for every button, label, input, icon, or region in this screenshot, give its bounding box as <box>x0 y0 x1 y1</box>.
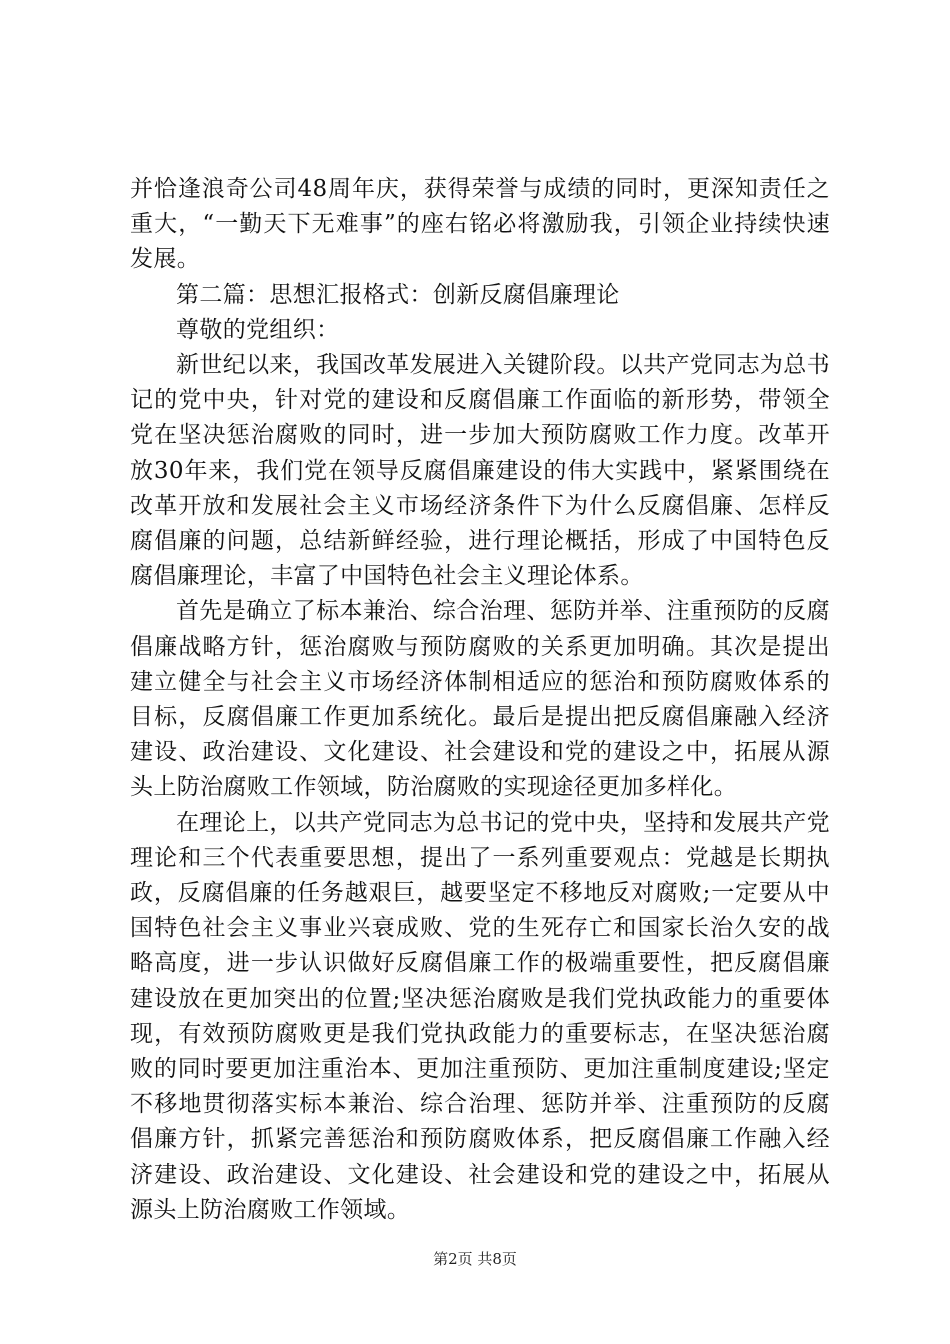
section-heading: 第二篇：思想汇报格式：创新反腐倡廉理论 <box>176 281 620 308</box>
paragraph-continuation: 并恰逢浪奇公司48周年庆，获得荣誉与成绩的同时，更深知责任之重大，“一勤天下无难事”的座右铭必将激励我，引领企业持续快速发展。 <box>130 176 830 273</box>
document-body <box>130 172 830 1228</box>
page-footer: 第2页 共8页 <box>433 1250 517 1268</box>
paragraph-intro: 新世纪以来，我国改革发展进入关键阶段。以共产党同志为总书记的党中央，针对党的建设和反腐倡廉工作面临的新形势，带领全党在坚决惩治腐败的同时，进一步加大预防腐败工作力度。改革开放30年来，我们党在领导反腐倡廉建设的伟大实践中，紧紧围绕在改革开放和发展社会主义市场经济条件下为什么反腐倡廉、怎样反腐倡廉的问题，总结新鲜经验，进行理论概括，形成了中国特色反腐倡廉理论，丰富了中国特色社会主义理论体系。 <box>130 352 830 590</box>
salutation: 尊敬的党组织： <box>176 316 340 343</box>
paragraph-theory: 在理论上，以共产党同志为总书记的党中央，坚持和发展共产党理论和三个代表重要思想，提出了一系列重要观点：党越是长期执政，反腐倡廉的任务越艰巨，越要坚定不移地反对腐败;一定要从中国特色社会主义事业兴衰成败、党的生死存亡和国家长治久安的战略高度，进一步认识做好反腐倡廉工作的极端重要性，把反腐倡廉建设放在更加突出的位置;坚决惩治腐败是我们党执政能力的重要体现，有效预防腐败更是我们党执政能力的重要标志，在坚决惩治腐败的同时要更加注重治本、更加注重预防、更加注重制度建设;坚定不移地贯彻落实标本兼治、综合治理、惩防并举、注重预防的反腐倡廉方针，抓紧完善惩治和预防腐败体系，把反腐倡廉工作融入经济建设、政治建设、文化建设、社会建设和党的建设之中，拓展从源头上防治腐败工作领域。 <box>130 809 830 1223</box>
paragraph-strategy: 首先是确立了标本兼治、综合治理、惩防并举、注重预防的反腐倡廉战略方针，惩治腐败与预防腐败的关系更加明确。其次是提出建立健全与社会主义市场经济体制相适应的惩治和预防腐败体系的目标，反腐倡廉工作更加系统化。最后是提出把反腐倡廉融入经济建设、政治建设、文化建设、社会建设和党的建设之中，拓展从源头上防治腐败工作领域，防治腐败的实现途径更加多样化。 <box>130 598 830 801</box>
